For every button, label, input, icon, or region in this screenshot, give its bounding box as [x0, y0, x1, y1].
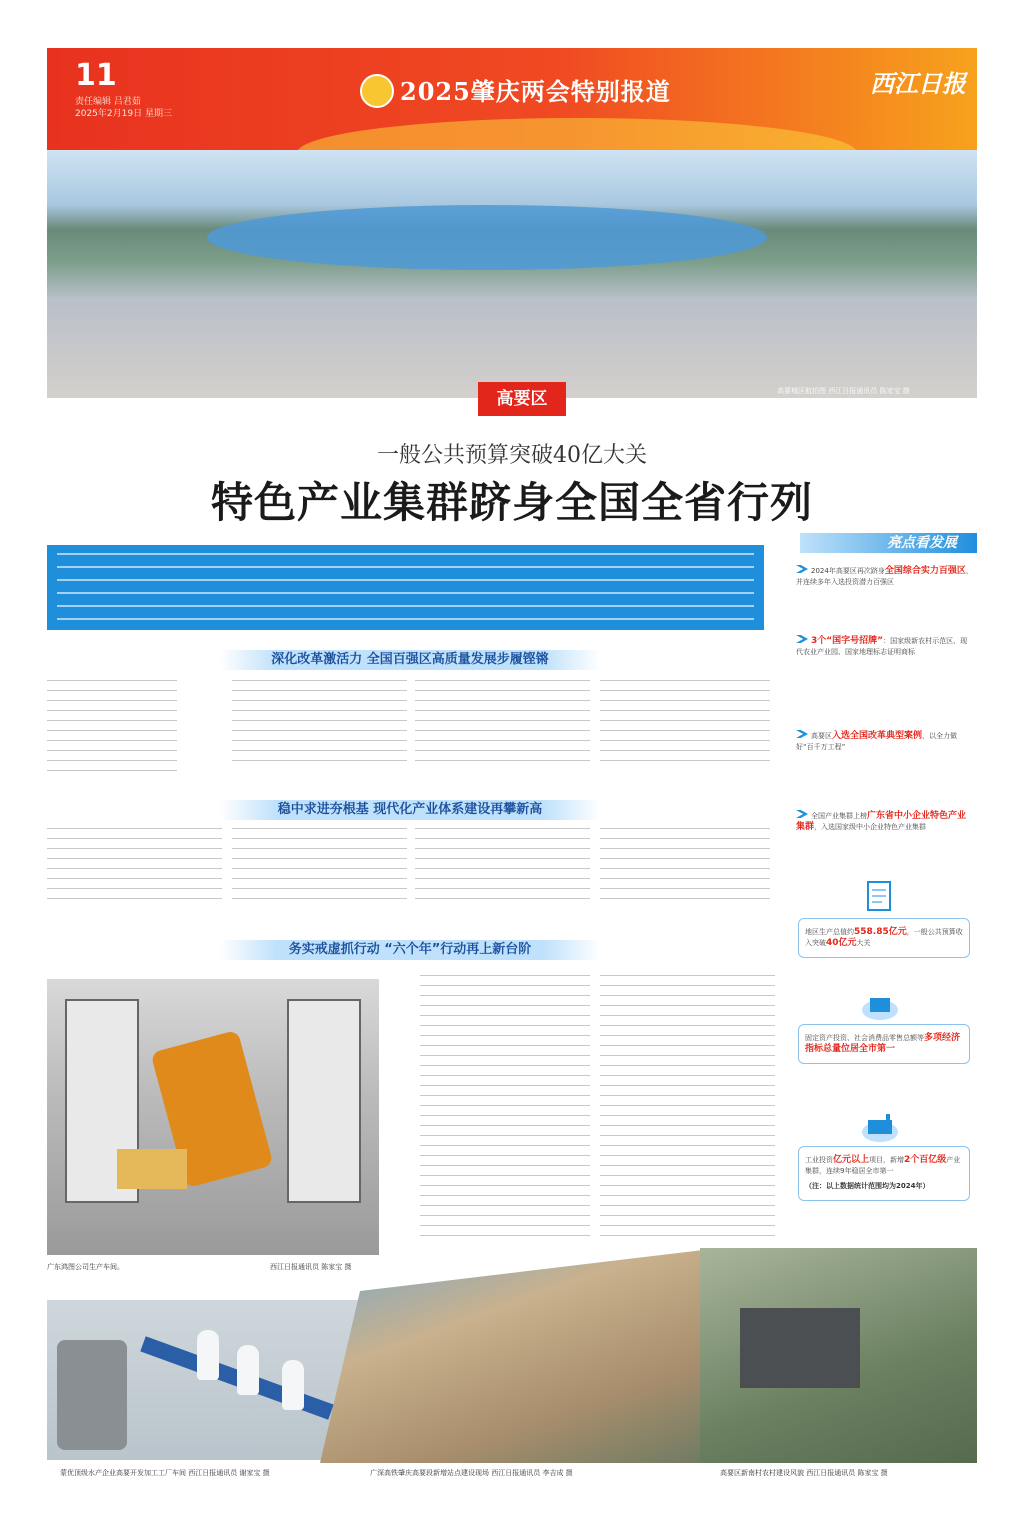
- stat-card-gdp: 地区生产总值约558.85亿元，一般公共预算收入突破40亿元大关: [798, 918, 970, 958]
- arrow-icon: [796, 565, 808, 573]
- section-3-col-1: [420, 975, 590, 1237]
- hero-aerial-photo: [47, 150, 977, 398]
- special-report-title: 2025肇庆两会特别报道: [400, 77, 671, 106]
- arrow-icon: [796, 730, 808, 738]
- section-3-heading: 务实戒虚抓行动 “六个年”行动再上新台阶: [220, 940, 600, 960]
- factory-caption: 广东鸿图公司生产车间。: [47, 1263, 124, 1271]
- headline: 特色产业集群跻身全国全省行列: [210, 478, 813, 527]
- editor-line: 责任编辑 吕君茹: [75, 97, 141, 107]
- document-icon: [860, 880, 900, 914]
- building-icon: [860, 990, 900, 1024]
- lead-text-lines: [57, 553, 754, 623]
- bottom3-caption: 高要区新南村农村建设风貌 西江日报通讯员 陈家宝 摄: [720, 1469, 888, 1477]
- section-2-col-1: [47, 828, 222, 908]
- bottom2-caption: 广深高铁肇庆高要段新增站点建设现场 西江日报通讯员 李吉成 摄: [370, 1469, 573, 1477]
- section-1-col-1: [47, 680, 177, 780]
- section-3-col-2: [600, 975, 775, 1237]
- worker: [237, 1345, 259, 1395]
- factory-icon: [860, 1110, 900, 1144]
- arrow-icon: [796, 635, 808, 643]
- section-1-heading: 深化改革激活力 全国百强区高质量发展步履铿锵: [220, 650, 600, 670]
- packaging-machine: [57, 1340, 127, 1450]
- arrow-icon: [796, 810, 808, 818]
- product-box: [117, 1149, 187, 1189]
- section-2-col-4: [600, 828, 770, 908]
- card-note: （注：以上数据统计范围均为2024年）: [805, 1182, 930, 1190]
- stat-card-indicators: 固定资产投资、社会消费品零售总额等多项经济指标总量位居全市第一: [798, 1024, 970, 1064]
- sidebar-item: 全国产业集群上榜广东省中小企业特色产业集群，入选国家级中小企业特色产业集群: [796, 811, 967, 832]
- worker: [282, 1360, 304, 1410]
- stat-card-investment: 工业投资亿元以上项目，新增2个百亿级产业集群，连续9年稳居全市第一 （注：以上数据统计范围均为2024年）: [798, 1146, 970, 1201]
- section-2-col-3: [415, 828, 590, 908]
- newspaper-logo: 西江日报: [870, 69, 966, 98]
- district-tag: 高要区: [478, 382, 566, 416]
- emblem-icon: [360, 74, 394, 108]
- date-line: 2025年2月19日 星期三: [75, 109, 172, 119]
- section-1-col-4: [600, 680, 770, 770]
- factory-credit: 西江日报通讯员 陈家宝 摄: [270, 1263, 352, 1271]
- page-number: 11: [75, 58, 117, 93]
- building-rooftop: [740, 1308, 860, 1388]
- hero-photo-credit: 高要城区航拍图 西江日报通讯员 陈家宝 摄: [777, 387, 910, 395]
- machine: [287, 999, 361, 1203]
- worker: [197, 1330, 219, 1380]
- section-2-col-2: [232, 828, 407, 908]
- food-factory-photo: [47, 1300, 367, 1460]
- lead-paragraph-box: [47, 545, 764, 630]
- section-1-col-3: [415, 680, 590, 770]
- subheadline: 一般公共预算突破40亿大关: [377, 443, 647, 468]
- sidebar-item: 3个“国字号招牌”：国家级新农村示范区、现代农业产业园、国家地理标志证明商标: [796, 636, 968, 656]
- editor-info: [75, 96, 172, 120]
- sidebar-title: 亮点看发展: [800, 533, 977, 553]
- sidebar-item: 2024年高要区再次跻身全国综合实力百强区，并连续多年入选投资潜力百强区: [796, 566, 973, 586]
- section-2-heading: 稳中求进夯根基 现代化产业体系建设再攀新高: [220, 800, 600, 820]
- river: [207, 205, 767, 270]
- sidebar-item: 高要区入选全国改革典型案例，以全力做好“百千万工程”: [796, 731, 958, 751]
- section-1-col-2: [232, 680, 407, 770]
- construction-site-photo: [320, 1248, 720, 1463]
- village-aerial-photo: [700, 1248, 977, 1463]
- factory-photo: [47, 979, 379, 1255]
- bottom1-caption: 蒙优顶级水产企业高要开发加工工厂车间 西江日报通讯员 谢家宝 摄: [60, 1469, 270, 1477]
